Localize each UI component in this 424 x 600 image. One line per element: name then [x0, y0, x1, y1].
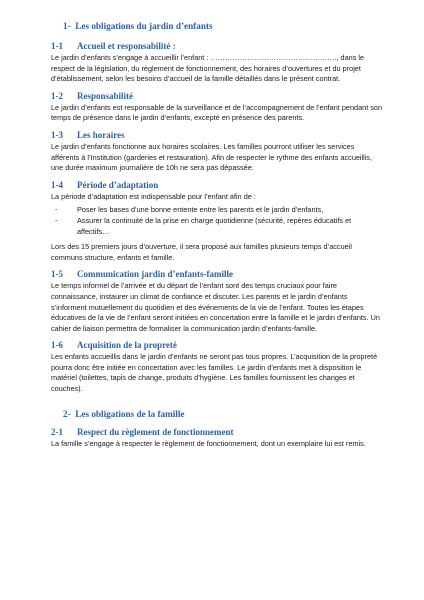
section-title: Acquisition de la propreté: [77, 340, 177, 351]
section-heading: [51, 41, 384, 52]
list-item-text: Assurer la continuité de la prise en charge quotidienne (sécurité, repères éducatifs et affectifs…: [77, 215, 352, 236]
section-title: Communication jardin d’enfants-famille: [77, 269, 233, 280]
section-paragraph: Le jardin d’enfants s’engage à accueillir l’enfant : ……………………………………………., dans le respect de la législation, du règlement de fonctionnement, des horaires d’ouvertures et du projet d’établissement, selon les besoins d’accueil de la famille détaillés dans le présent contrat.: [51, 53, 365, 84]
section-adaptation: [51, 180, 384, 264]
section-number: 2-1: [51, 426, 63, 437]
section-number: 1-4: [51, 179, 63, 190]
section-paragraph: Lors des 15 premiers jours d’ouverture, il sera proposé aux familles plusieurs temps d’accueil communs structure, enfants et famille.: [51, 242, 352, 262]
section-number: 1-3: [51, 129, 63, 140]
section-number: 1-2: [51, 90, 63, 101]
section-intro: La période d’adaptation est indispensable pour l’enfant afin de :: [51, 191, 256, 201]
section-heading: [51, 91, 384, 102]
section-responsabilite: [51, 91, 384, 124]
section-heading: [51, 340, 384, 351]
section-title: Les horaires: [77, 129, 125, 140]
heading-number: 2-: [63, 408, 71, 419]
section-number: 1-1: [51, 41, 63, 51]
section-paragraph: Le temps informel de l’arrivée et du départ de l’enfant sont des temps cruciaux pour faire connaissance, instaurer un climat de confiance et discuter. Les parents et le jardin d’enfants s’informent mutuellement du quotidien et des événements de la vie de l’enfant. Toutes les étapes éducatives de la vie de l’enfant seront initiées en concertation entre la famille et le jardin d’enfants. Un cahier de liaison permettra de formaliser la communication jardin d’enfants-famille.: [51, 281, 380, 333]
section-title: Respect du règlement de fonctionnement: [77, 426, 234, 437]
bullet-dash: -: [55, 215, 58, 225]
section-reglement: [51, 427, 384, 450]
section-horaires: [51, 130, 384, 174]
bullet-list: [51, 205, 384, 237]
section-communication: [51, 269, 384, 334]
section-heading: [51, 180, 384, 191]
section-paragraph: Le jardin d’enfants fonctionne aux horaires scolaires. Les familles pourront utiliser les services afférents à l’Institution (garderies et restauration). Afin de respecter le rythme des enfants accueillis, une durée maximum journalière de 10h ne sera pas dépassée.: [51, 141, 373, 173]
section-heading: [51, 269, 384, 280]
section-paragraph: Les enfants accueillis dans le jardin d’enfants ne seront pas tous propres. L’acquisition de la propreté pourra donc être initiée en concertation avec les familles. Le jardin d’enfants met à disposition le matériel (toilettes, tapis de change, produits d’hygiène. Les familles fournissent les changes et couches).: [51, 352, 378, 394]
section-paragraph: La famille s’engage à respecter le règlement de fonctionnement, dont un exemplaire lui est remis.: [51, 438, 366, 448]
section-number: 1-6: [51, 340, 63, 351]
heading-level1: [51, 408, 384, 420]
section-accueil: [51, 41, 384, 85]
section-heading: [51, 427, 384, 438]
heading-title: Les obligations de la famille: [75, 408, 185, 419]
list-item: [51, 205, 384, 216]
list-item: [51, 216, 384, 237]
heading-number: 1-: [63, 21, 71, 31]
bullet-dash: -: [55, 205, 58, 215]
heading-title: Les obligations du jardin d’enfants: [75, 21, 213, 31]
section-title: Accueil et responsabilité :: [77, 41, 176, 51]
section-proprete: [51, 340, 384, 394]
section-number: 1-5: [51, 269, 63, 280]
section-paragraph: Le jardin d’enfants est responsable de la surveillance et de l’accompagnement de l’enfant pendant son temps de présence dans le jardin d’enfants, excepté en présence des parents.: [51, 102, 383, 123]
list-item-text: Poser les bases d’une bonne entente entre les parents et le jardin d’enfants,: [77, 205, 324, 215]
section-title: Période d’adaptation: [77, 179, 159, 190]
heading-level1: [51, 20, 384, 32]
section-heading: [51, 130, 384, 141]
section-title: Responsabilité: [77, 90, 134, 101]
